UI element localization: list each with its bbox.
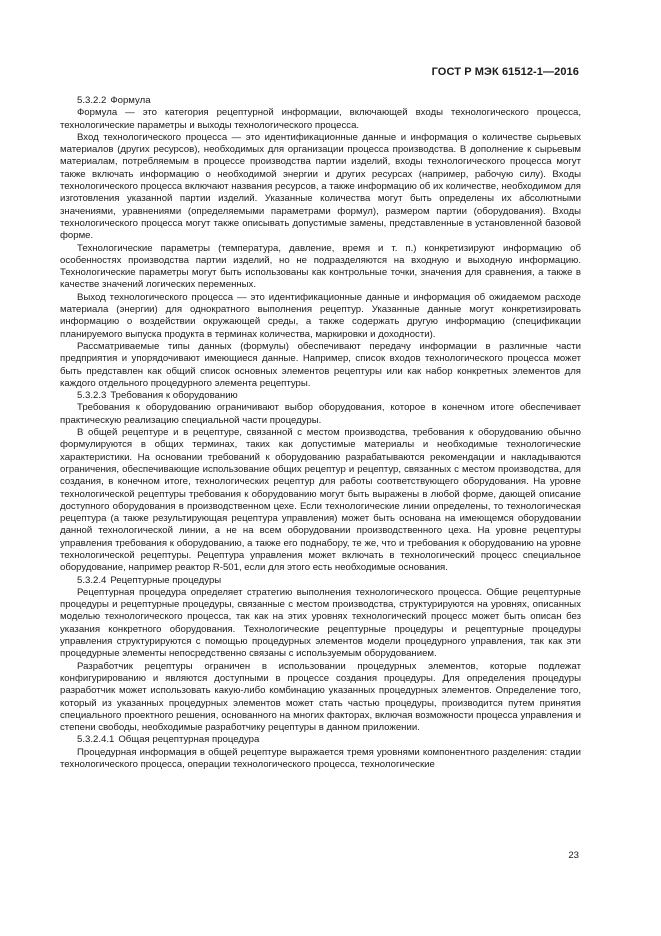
section-heading [60, 575, 581, 587]
paragraph: Требования к оборудованию ограничивают выбор оборудования, которое в конечном итоге обеспечивает практическую реализацию специальной части процедуры. [60, 402, 581, 426]
page-number: 23 [568, 850, 579, 861]
section-number: 5.3.2.4.1 [77, 734, 115, 746]
section-heading [60, 95, 581, 107]
paragraph: Формула — это категория рецептурной информации, включающей входы технологического процесса, технологические параметры и выходы технологического процесса. [60, 107, 581, 131]
document-body [60, 95, 581, 771]
section-heading [60, 734, 581, 746]
paragraph: Вход технологического процесса — это идентификационные данные и информация о количестве сырьевых материалов (других ресурсов), необходимых для организации процесса производства. В дополнение к сырьевым материалам, потребляемым в процессе производства партии изделий, входы технологического процесса могут также включать информацию о необходимой энергии и других ресурсах (например, рабочую силу). Входы технологического процесса включают названия ресурсов, а также информацию об их количестве, необходимом для изготовления указанной партии изделий. Указанные количества могут быть определены их абсолютными значениями, уравнениями (определяемыми параметрами формул), размером партии (оборудования). Входы технологического процесса могут также описывать допустимые замены, представленные в установленной базовой форме. [60, 131, 581, 242]
section-title: Рецептурные процедуры [110, 574, 222, 586]
section-number: 5.3.2.2 [77, 95, 107, 106]
paragraph: Процедурная информация в общей рецептуре выражается тремя уровнями компонентного разделения: стадии технологического процесса, операции технологического процесса, технологические [60, 746, 581, 771]
section-number: 5.3.2.4 [77, 574, 107, 586]
paragraph: Разработчик рецептуры ограничен в использовании процедурных элементов, которые подлежат конфигурированию и являются доступными в процессе создания процедуры. Для определения процедуры разработчик может использовать какую-либо комбинацию указанных процедурных элементов. Определение того, который из указанных процедурных элементов может стать частью процедуры, производится путем принятия специального проектного решения, основанного на многих факторах, включая возможности процесса управления и степени свободы, необходимые разработчику рецептуры в данном приложении. [60, 660, 581, 734]
paragraph: Технологические параметры (температура, давление, время и т. п.) конкретизируют информацию об особенностях производства партии изделий, но не подразделяются на входную и выходную информацию. Технологические параметры могут быть использованы как контрольные точки, значения для сравнения, а также в качестве значений логических переменных. [60, 242, 581, 291]
section-title: Общая рецептурная процедура [118, 734, 260, 746]
paragraph: Рецептурная процедура определяет стратегию выполнения технологического процесса. Общие рецептурные процедуры и рецептурные процедуры, связанные с местом производства, структурируются на уровнях, описанных моделью технологического процесса, так как на этих уровнях технологический процесс может быть описан без указания конкретного оборудования. Технологические рецептурные процедуры и рецептурные процедуры управления структурируются с помощью процедурных элементов модели процедурного управления, так как эти процедурные элементы непосредственно связаны с используемым оборудованием. [60, 586, 581, 660]
paragraph: Рассматриваемые типы данных (формулы) обеспечивают передачу информации в различные части предприятия и упорядочивают имеющиеся данные. Например, список входов технологического процесса может быть представлен как общий список основных элементов рецептуры или как набор конкретных элементов для каждого отдельного процедурного элемента рецептуры. [60, 340, 581, 389]
standard-code-header: ГОСТ Р МЭК 61512-1—2016 [431, 66, 579, 78]
paragraph: Выход технологического процесса — это идентификационные данные и информация об ожидаемом расходе материала (энергии) для однократного выполнения рецептур. Указанные данные могут конкретизировать информацию о воздействии окружающей среды, а также содержать другую информацию (спецификации планируемого выпуска продукта в терминах количества, маркировки и доходности). [60, 291, 581, 340]
paragraph: В общей рецептуре и в рецептуре, связанной с местом производства, требования к оборудованию обычно формулируются в общих терминах, таких как допустимые материалы и необходимые технологические характеристики. На основании требований к оборудованию разрабатываются рекомендации и накладываются ограничения, обеспечивающие использование общих рецептур и рецептур, связанных с местом производства, для создания, в конечном итоге, технологических рецептур для работы соответствующего оборудования. На уровне технологической рецептуры требования к оборудованию могут быть выражены в любой форме, дающей описание доступного оборудования в производственном цехе. Если технологические линии определены, то технологическая рецептура (а также результирующая рецептура управления) может быть основана на имеющемся оборудовании данной технологической линии, а не на всем оборудовании производственного цеха. На уровне рецептуры управления требования к оборудованию, а также его поднабору, те же, что и требования к оборудованию на уровне технологической рецептуры. Рецептура управления может включать в технологический процесс специальное оборудование, например реактор R-501, если для этого есть необходимые основания. [60, 427, 581, 574]
section-title: Требования к оборудованию [110, 390, 238, 402]
section-number: 5.3.2.3 [77, 390, 107, 402]
section-heading [60, 390, 581, 402]
section-title: Формула [110, 95, 151, 106]
